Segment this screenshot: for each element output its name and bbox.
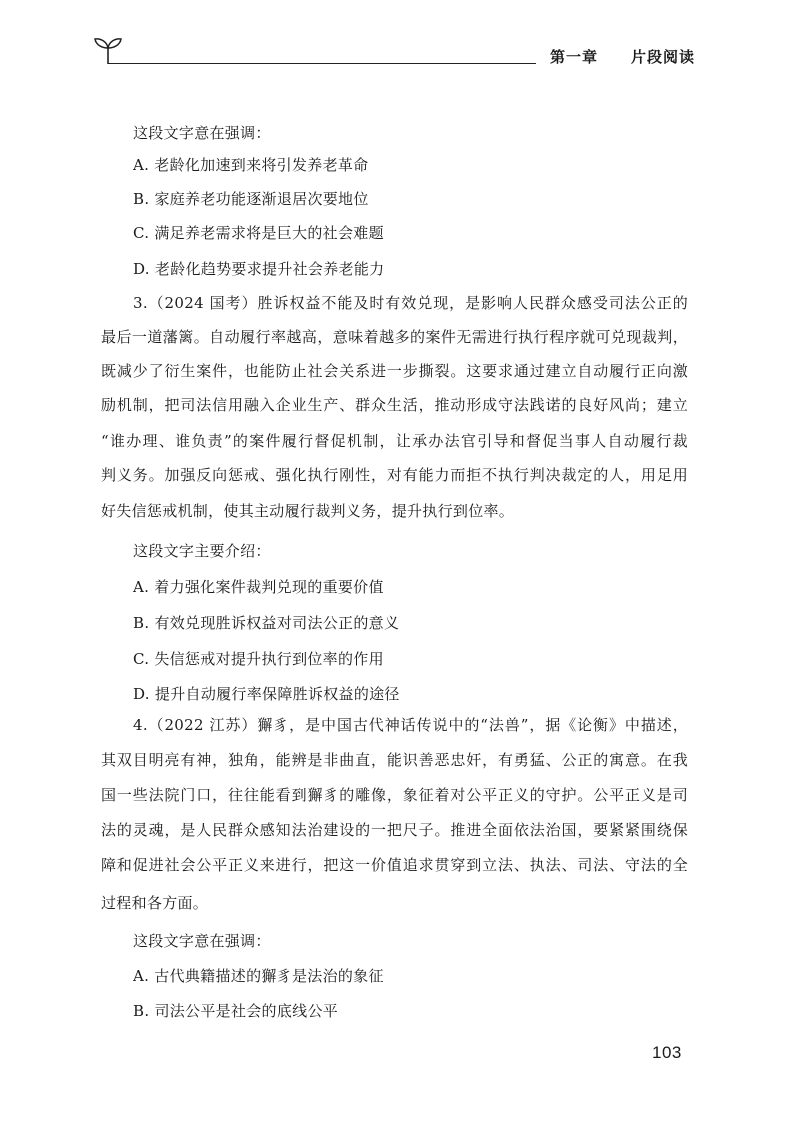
q3-passage-line: 好失信惩戒机制，使其主动履行裁判义务，提升执行到位率。 — [101, 502, 515, 520]
page-number: 103 — [652, 1043, 682, 1062]
chapter-label: 第一章 — [550, 48, 599, 66]
q3-option-c: C. 失信惩戒对提升执行到位率的作用 — [133, 650, 384, 668]
q3-passage-line: 励机制，把司法信用融入企业生产、群众生活，推动形成守法践诺的良好风尚；建立 — [101, 396, 688, 414]
q4-stem: 这段文字意在强调： — [133, 932, 271, 950]
q3-passage-line: “谁办理、谁负责”的案件履行督促机制，让承办法官引导和督促当事人自动履行裁 — [101, 432, 688, 450]
header-rule — [108, 63, 536, 64]
q3-passage-line: 既减少了衍生案件，也能防止社会关系进一步撕裂。这要求通过建立自动履行正向激 — [101, 362, 688, 380]
sprout-icon — [92, 36, 124, 66]
q3-stem: 这段文字主要介绍： — [133, 542, 271, 560]
q3-option-d: D. 提升自动履行率保障胜诉权益的途径 — [133, 685, 400, 703]
q3-option-b: B. 有效兑现胜诉权益对司法公正的意义 — [133, 614, 400, 632]
q3-option-a: A. 着力强化案件裁判兑现的重要价值 — [133, 578, 384, 596]
q4-passage-line: 其双目明亮有神，独角，能辨是非曲直，能识善恶忠奸，有勇猛、公正的寓意。在我 — [101, 751, 688, 769]
q3-passage-line: 判义务。加强反向惩戒、强化执行刚性，对有能力而拒不执行判决裁定的人，用足用 — [101, 466, 688, 484]
q4-passage-line: 国一些法院门口，往往能看到獬豸的雕像，象征着对公平正义的守护。公平正义是司 — [101, 786, 688, 804]
q4-passage-line: 过程和各方面。 — [101, 894, 209, 912]
section-label: 片段阅读 — [631, 48, 696, 66]
q4-passage-line: 障和促进社会公平正义来进行，把这一价值追求贯穿到立法、执法、司法、守法的全 — [101, 856, 688, 874]
page-header — [0, 0, 800, 80]
q4-option-b: B. 司法公平是社会的底线公平 — [133, 1002, 339, 1020]
q4-passage-line: 4.（2022 江苏）獬豸，是中国古代神话传说中的“法兽”，据《论衡》中描述， — [133, 716, 688, 734]
q4-passage-line: 法的灵魂，是人民群众感知法治建设的一把尺子。推进全面依法治国，要紧紧围绕保 — [101, 821, 688, 839]
q3-passage-line: 最后一道藩篱。自动履行率越高，意味着越多的案件无需进行执行程序就可兑现裁判， — [101, 328, 688, 346]
q2-option-d: D. 老龄化趋势要求提升社会养老能力 — [133, 260, 385, 278]
q2-option-b: B. 家庭养老功能逐渐退居次要地位 — [133, 190, 369, 208]
q2-stem: 这段文字意在强调： — [133, 124, 271, 142]
q4-option-a: A. 古代典籍描述的獬豸是法治的象征 — [133, 967, 384, 985]
q2-option-c: C. 满足养老需求将是巨大的社会难题 — [133, 224, 384, 242]
q3-passage-line: 3.（2024 国考）胜诉权益不能及时有效兑现，是影响人民群众感受司法公正的 — [133, 294, 688, 312]
q2-option-a: A. 老龄化加速到来将引发养老革命 — [133, 156, 369, 174]
